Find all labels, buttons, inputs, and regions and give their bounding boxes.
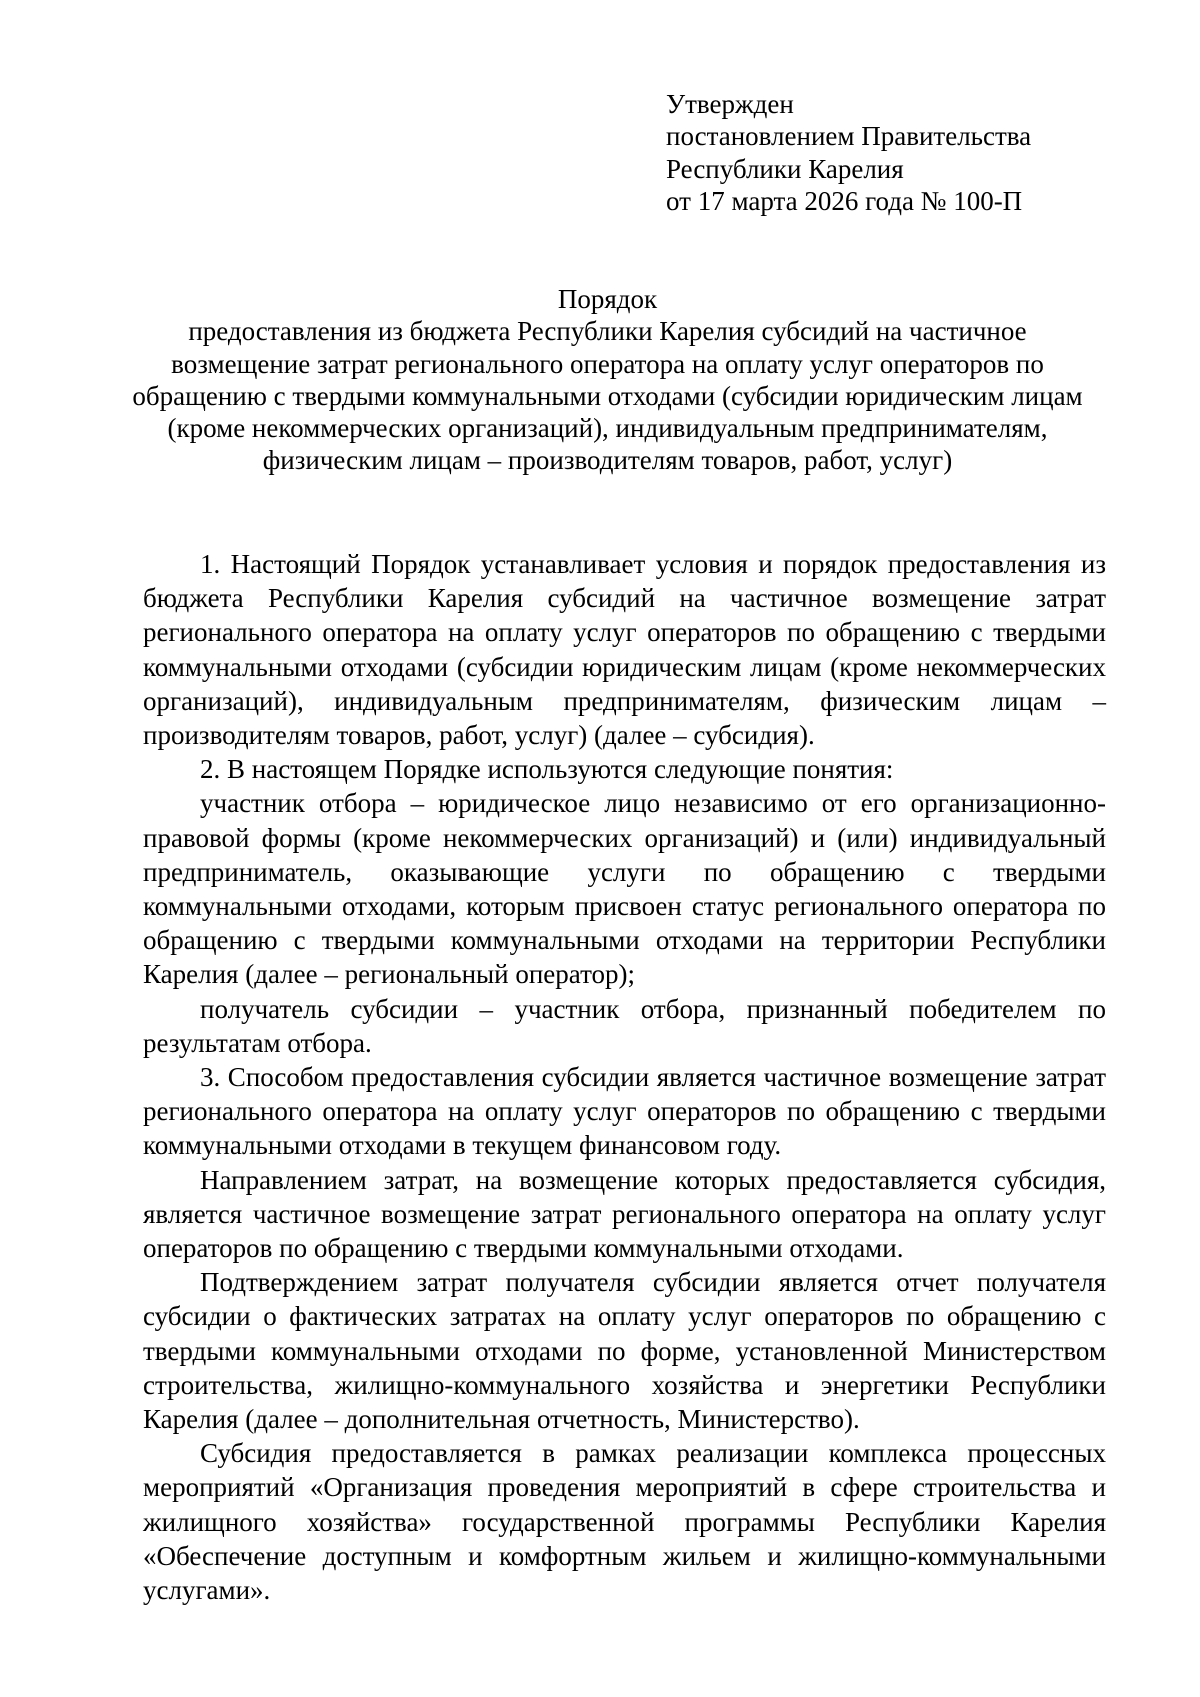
paragraph-cost-confirmation: Подтверждением затрат получателя субсидии является отчет получателя субсидии о фактических затратах на оплату услуг операторов по обращению с твердыми коммунальными отходами по форме, установленной Министерством строительства, жилищно-коммунального хозяйства и энергетики Республики Карелия (далее – дополнительная отчетность, Министерство). (143, 1267, 1106, 1435)
approval-stamp-block (666, 88, 1166, 217)
document-subtitle: предоставления из бюджета Республики Карелия субсидий на частичное возмещение затрат регионального оператора на оплату услуг операторов по обращению с твердыми коммунальными отходами (субсидии юридическим лицам (кроме некоммерческих организаций), индивидуальным предпринимателям, физическим лицам – производителям товаров, работ, услуг) (132, 316, 1083, 476)
definition-participant: участник отбора – юридическое лицо независимо от его организационно-правовой формы (кроме некоммерческих организаций) и (или) индивидуальный предприниматель, оказывающие услуги по обращению с твердыми коммунальными отходами, которым присвоен статус регионального оператора по обращению с твердыми коммунальными отходами на территории Республики Карелия (далее – региональный оператор); (143, 788, 1106, 990)
paragraph-3: 3. Способом предоставления субсидии является частичное возмещение затрат регионального оператора на оплату услуг операторов по обращению с твердыми коммунальными отходами в текущем финансовом году. (143, 1062, 1106, 1161)
document-heading: Порядок (557, 284, 658, 314)
approval-line: постановлением Правительства (666, 121, 1032, 152)
paragraph-1: 1. Настоящий Порядок устанавливает условия и порядок предоставления из бюджета Республики Карелия субсидий на частичное возмещение затрат регионального оператора на оплату услуг операторов по обращению с твердыми коммунальными отходами (субсидии юридическим лицам (кроме некоммерческих организаций), индивидуальным предпринимателям, физическим лицам – производителям товаров, работ, услуг) (далее – субсидия). (143, 549, 1106, 751)
approval-line: Утвержден (666, 89, 794, 119)
paragraph-2: 2. В настоящем Порядке используются следующие понятия: (200, 754, 894, 785)
paragraph-program: Субсидия предоставляется в рамках реализации комплекса процессных мероприятий «Организация проведения мероприятий в сфере строительства и жилищного хозяйства» государственной программы Республики Карелия «Обеспечение доступным и комфортным жильем и жилищно-коммунальными услугами». (143, 1438, 1106, 1606)
document-body (143, 547, 1106, 1607)
paragraph-cost-direction: Направлением затрат, на возмещение которых предоставляется субсидия, является частичное возмещение затрат регионального оператора на оплату услуг операторов по обращению с твердыми коммунальными отходами. (143, 1164, 1106, 1264)
approval-date-line: от 17 марта 2026 года № 100-П (666, 185, 1023, 216)
approval-line: Республики Карелия (666, 153, 904, 184)
definition-recipient: получатель субсидии – участник отбора, признанный победителем по результатам отбора. (143, 993, 1106, 1058)
document-title-block (130, 283, 1085, 477)
